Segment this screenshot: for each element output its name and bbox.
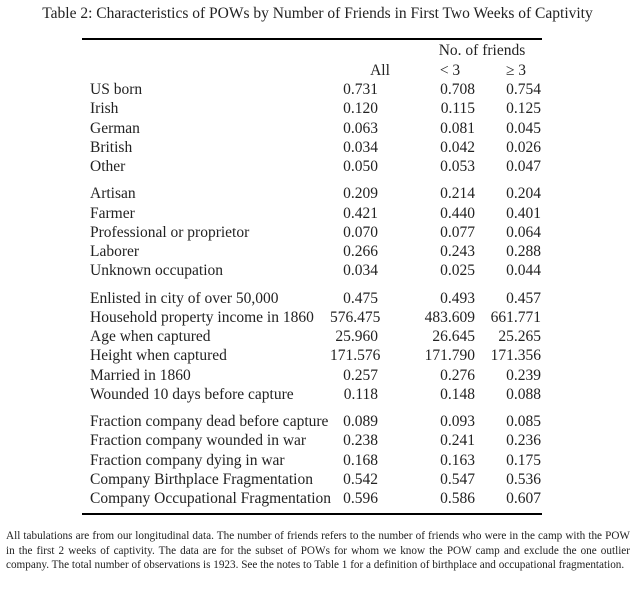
cell-all: 0.063 xyxy=(343,120,378,137)
row-label: Professional or proprietor xyxy=(90,224,250,241)
cell-at-least-3: 0.401 xyxy=(506,205,541,222)
cell-less-than-3: 0.241 xyxy=(440,432,475,449)
row-label: Other xyxy=(90,158,126,175)
cell-all: 0.034 xyxy=(343,262,378,279)
cell-at-least-3: 25.265 xyxy=(498,328,541,345)
cell-less-than-3: 0.276 xyxy=(440,367,475,384)
cell-less-than-3: 0.708 xyxy=(440,81,475,98)
cell-all: 25.960 xyxy=(335,328,378,345)
cell-at-least-3: 0.085 xyxy=(506,413,541,430)
cell-less-than-3: 0.115 xyxy=(440,100,475,117)
row-label: Laborer xyxy=(90,243,140,260)
cell-less-than-3: 0.243 xyxy=(440,243,475,260)
cell-all: 576.475 xyxy=(330,309,381,326)
cell-less-than-3: 0.440 xyxy=(440,205,475,222)
row-label: Unknown occupation xyxy=(90,262,224,279)
cell-at-least-3: 0.047 xyxy=(506,158,541,175)
cell-all: 0.050 xyxy=(343,158,378,175)
cell-less-than-3: 171.790 xyxy=(424,347,475,364)
table-caption: Table 2: Characteristics of POWs by Number of Friends in First Two Weeks of Captivity xyxy=(42,5,593,22)
row-label: Married in 1860 xyxy=(90,367,191,384)
cell-all: 0.475 xyxy=(343,290,378,307)
cell-at-least-3: 661.771 xyxy=(490,309,541,326)
table-bottom-rule xyxy=(82,513,542,515)
cell-all: 171.576 xyxy=(330,347,381,364)
cell-at-least-3: 0.457 xyxy=(506,290,541,307)
cell-all: 0.596 xyxy=(343,490,378,507)
cell-at-least-3: 0.175 xyxy=(506,452,541,469)
cell-less-than-3: 0.586 xyxy=(440,490,475,507)
cell-all: 0.421 xyxy=(343,205,378,222)
row-label: Fraction company wounded in war xyxy=(90,432,307,449)
cell-at-least-3: 0.288 xyxy=(506,243,541,260)
cell-less-than-3: 0.081 xyxy=(440,120,475,137)
row-label: Company Birthplace Fragmentation xyxy=(90,471,313,488)
cell-all: 0.266 xyxy=(343,243,378,260)
cell-less-than-3: 0.025 xyxy=(440,262,475,279)
cell-at-least-3: 0.239 xyxy=(506,367,541,384)
cell-all: 0.089 xyxy=(343,413,378,430)
cell-at-least-3: 0.026 xyxy=(506,139,541,156)
cell-less-than-3: 0.077 xyxy=(440,224,475,241)
row-label: British xyxy=(90,139,133,156)
column-group-header: No. of friends xyxy=(438,42,526,59)
row-label: Enlisted in city of over 50,000 xyxy=(90,290,279,307)
cell-at-least-3: 0.607 xyxy=(506,490,541,507)
row-label: Fraction company dying in war xyxy=(90,452,285,469)
cell-less-than-3: 0.042 xyxy=(440,139,475,156)
cell-all: 0.238 xyxy=(343,432,378,449)
cell-all: 0.209 xyxy=(343,185,378,202)
cell-at-least-3: 0.088 xyxy=(506,386,541,403)
cell-all: 0.070 xyxy=(343,224,378,241)
cell-all: 0.118 xyxy=(343,386,378,403)
cell-at-least-3: 0.125 xyxy=(506,100,541,117)
row-label: Company Occupational Fragmentation xyxy=(90,490,332,507)
cell-at-least-3: 0.064 xyxy=(506,224,541,241)
row-label: German xyxy=(90,120,140,137)
cell-at-least-3: 0.236 xyxy=(506,432,541,449)
row-label: Fraction company dead before capture xyxy=(90,413,329,430)
cell-less-than-3: 0.093 xyxy=(440,413,475,430)
cell-all: 0.257 xyxy=(343,367,378,384)
row-label: Farmer xyxy=(90,205,135,222)
cell-less-than-3: 0.547 xyxy=(440,471,475,488)
cell-at-least-3: 0.204 xyxy=(506,185,541,202)
cell-at-least-3: 0.536 xyxy=(506,471,541,488)
cell-at-least-3: 171.356 xyxy=(490,347,541,364)
row-label: Irish xyxy=(90,100,119,117)
cell-all: 0.731 xyxy=(343,81,378,98)
cell-at-least-3: 0.754 xyxy=(506,81,541,98)
cell-less-than-3: 0.148 xyxy=(440,386,475,403)
column-header-less-than-3: < 3 xyxy=(439,62,461,79)
cell-less-than-3: 0.493 xyxy=(440,290,475,307)
column-header-all: All xyxy=(370,62,390,79)
row-label: Height when captured xyxy=(90,347,227,364)
cell-all: 0.168 xyxy=(343,452,378,469)
row-label: US born xyxy=(90,81,143,98)
cell-less-than-3: 483.609 xyxy=(424,309,475,326)
cell-less-than-3: 26.645 xyxy=(432,328,475,345)
row-label: Household property income in 1860 xyxy=(90,309,314,326)
cell-less-than-3: 0.053 xyxy=(440,158,475,175)
cell-less-than-3: 0.163 xyxy=(440,452,475,469)
cell-all: 0.120 xyxy=(343,100,378,117)
cell-less-than-3: 0.214 xyxy=(440,185,475,202)
row-label: Age when captured xyxy=(90,328,211,345)
cell-at-least-3: 0.044 xyxy=(506,262,541,279)
row-label: Artisan xyxy=(90,185,136,202)
table-top-rule xyxy=(82,38,542,40)
table-note: All tabulations are from our longitudinal data. The number of friends refers to the number of friends who were in the camp with the POW in the first 2 weeks of captivity. The data are for the subset of POWs for whom we know the POW camp and exclude the one outlier company. The total number of observations is 1923. See the notes to Table 1 for a definition of birthplace and occupational fragmentation. xyxy=(6,530,630,571)
column-header-at-least-3: ≥ 3 xyxy=(505,62,527,79)
cell-at-least-3: 0.045 xyxy=(506,120,541,137)
cell-all: 0.542 xyxy=(343,471,378,488)
row-label: Wounded 10 days before capture xyxy=(90,386,294,403)
cell-all: 0.034 xyxy=(343,139,378,156)
